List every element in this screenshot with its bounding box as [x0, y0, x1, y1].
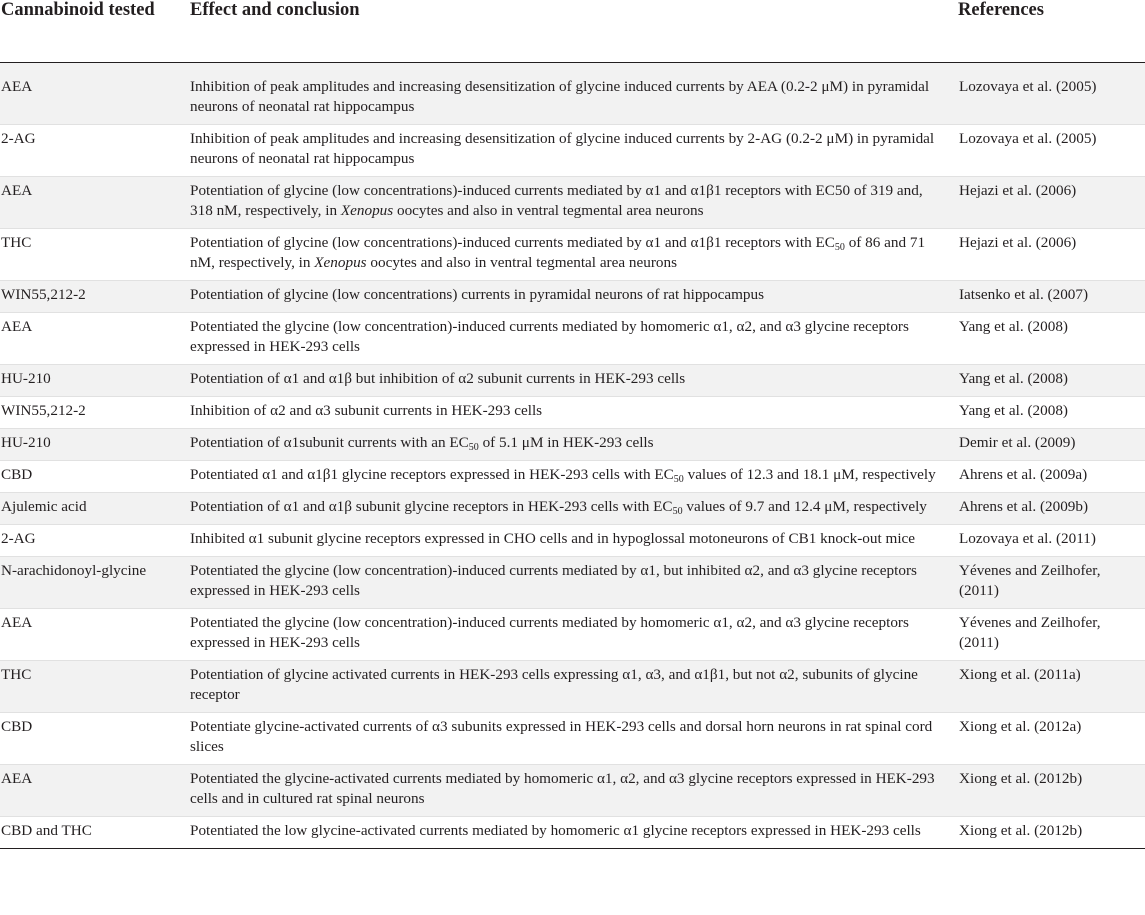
- subscript: 50: [673, 474, 684, 485]
- cell-reference: Xiong et al. (2012b): [958, 765, 1145, 817]
- table-row: [0, 63, 1145, 125]
- cell-reference: Hejazi et al. (2006): [958, 229, 1145, 281]
- cell-reference: Ahrens et al. (2009b): [958, 493, 1145, 525]
- cell-reference: Lozovaya et al. (2011): [958, 525, 1145, 557]
- cell-effect: Potentiation of glycine (low concentrations) currents in pyramidal neurons of rat hippocampus: [189, 281, 958, 313]
- cell-effect: Potentiation of glycine (low concentrations)-induced currents mediated by α1 and α1β1 receptors with EC50 of 319 and, 318 nM, respectively, in Xenopus oocytes and also in ventral tegmental area neurons: [189, 177, 958, 229]
- cell-reference: Yévenes and Zeilhofer, (2011): [958, 609, 1145, 661]
- cell-effect: Inhibition of peak amplitudes and increasing desensitization of glycine induced currents by 2-AG (0.2-2 μM) in pyramidal neurons of neonatal rat hippocampus: [189, 125, 958, 177]
- table-row: [0, 281, 1145, 313]
- cell-effect: Potentiation of glycine activated currents in HEK-293 cells expressing α1, α3, and α1β1, but not α2, subunits of glycine receptor: [189, 661, 958, 713]
- italic-term: Xenopus: [314, 254, 367, 271]
- subscript: 50: [468, 442, 479, 453]
- cell-reference: Xiong et al. (2012a): [958, 713, 1145, 765]
- cell-effect: Potentiate glycine-activated currents of α3 subunits expressed in HEK-293 cells and dorsal horn neurons in rat spinal cord slices: [189, 713, 958, 765]
- cell-cannabinoid: THC: [0, 661, 189, 713]
- subscript: 50: [834, 242, 845, 253]
- cell-reference: Demir et al. (2009): [958, 429, 1145, 461]
- subscript: 50: [672, 506, 683, 517]
- cell-effect: Inhibition of α2 and α3 subunit currents in HEK-293 cells: [189, 397, 958, 429]
- header-row: [0, 0, 1145, 63]
- cell-effect: Potentiation of α1subunit currents with an $EC_{50}$ of 5.1 μM in HEK-293 cells: [189, 429, 958, 461]
- cell-cannabinoid: 2-AG: [0, 525, 189, 557]
- table-row: [0, 713, 1145, 765]
- cell-cannabinoid: Ajulemic acid: [0, 493, 189, 525]
- table-body: [0, 63, 1145, 849]
- cell-cannabinoid: AEA: [0, 609, 189, 661]
- cell-effect: Potentiation of α1 and α1β subunit glycine receptors in HEK-293 cells with $EC_{50}$ values of 9.7 and 12.4 μM, respectively: [189, 493, 958, 525]
- cell-reference: Yang et al. (2008): [958, 365, 1145, 397]
- cell-cannabinoid: AEA: [0, 177, 189, 229]
- table-row: [0, 609, 1145, 661]
- cell-reference: Lozovaya et al. (2005): [958, 125, 1145, 177]
- cell-reference: Iatsenko et al. (2007): [958, 281, 1145, 313]
- table-row: [0, 765, 1145, 817]
- cell-effect: Potentiated the glycine (low concentration)-induced currents mediated by α1, but inhibited α2, and α3 glycine receptors expressed in HEK-293 cells: [189, 557, 958, 609]
- cell-cannabinoid: AEA: [0, 765, 189, 817]
- table-row: [0, 461, 1145, 493]
- table-row: [0, 125, 1145, 177]
- cell-effect: Inhibited α1 subunit glycine receptors expressed in CHO cells and in hypoglossal motoneurons of CB1 knock-out mice: [189, 525, 958, 557]
- cell-effect: Potentiation of glycine (low concentrations)-induced currents mediated by α1 and α1β1 receptors with $EC_{50}$ of 86 and 71 nM, respectively, in Xenopus oocytes and also in ventral tegmental area neurons: [189, 229, 958, 281]
- cell-cannabinoid: HU-210: [0, 429, 189, 461]
- cell-reference: Yévenes and Zeilhofer, (2011): [958, 557, 1145, 609]
- cell-effect: Potentiated α1 and α1β1 glycine receptors expressed in HEK-293 cells with $EC_{50}$ values of 12.3 and 18.1 μM, respectively: [189, 461, 958, 493]
- cell-effect: Inhibition of peak amplitudes and increasing desensitization of glycine induced currents by AEA (0.2-2 μM) in pyramidal neurons of neonatal rat hippocampus: [189, 63, 958, 125]
- header-effect: Effect and conclusion: [189, 0, 958, 63]
- table-row: [0, 397, 1145, 429]
- cell-effect: Potentiated the glycine-activated currents mediated by homomeric α1, α2, and α3 glycine receptors expressed in HEK-293 cells and in cultured rat spinal neurons: [189, 765, 958, 817]
- cell-reference: Xiong et al. (2011a): [958, 661, 1145, 713]
- table-row: [0, 365, 1145, 397]
- cell-cannabinoid: AEA: [0, 63, 189, 125]
- cell-cannabinoid: AEA: [0, 313, 189, 365]
- header-cannabinoid: Cannabinoid tested: [0, 0, 189, 63]
- table-row: [0, 817, 1145, 849]
- cell-effect: Potentiated the low glycine-activated currents mediated by homomeric α1 glycine receptors expressed in HEK-293 cells: [189, 817, 958, 849]
- table-row: [0, 493, 1145, 525]
- table-row: [0, 313, 1145, 365]
- italic-term: Xenopus: [340, 202, 394, 219]
- table-row: [0, 525, 1145, 557]
- cell-reference: Hejazi et al. (2006): [958, 177, 1145, 229]
- cell-cannabinoid: THC: [0, 229, 189, 281]
- cell-cannabinoid: 2-AG: [0, 125, 189, 177]
- header-references: References: [958, 0, 1145, 63]
- cell-cannabinoid: HU-210: [0, 365, 189, 397]
- cell-reference: Xiong et al. (2012b): [958, 817, 1145, 849]
- table-row: [0, 661, 1145, 713]
- cell-cannabinoid: WIN55,212-2: [0, 397, 189, 429]
- cell-effect: Potentiated the glycine (low concentration)-induced currents mediated by homomeric α1, α2, and α3 glycine receptors expressed in HEK-293 cells: [189, 313, 958, 365]
- cell-cannabinoid: N-arachidonoyl-glycine: [0, 557, 189, 609]
- table-row: [0, 557, 1145, 609]
- cell-effect: Potentiated the glycine (low concentration)-induced currents mediated by homomeric α1, α2, and α3 glycine receptors expressed in HEK-293 cells: [189, 609, 958, 661]
- cell-cannabinoid: WIN55,212-2: [0, 281, 189, 313]
- table-row: [0, 177, 1145, 229]
- table-row: [0, 229, 1145, 281]
- cell-cannabinoid: CBD: [0, 461, 189, 493]
- cell-effect: Potentiation of α1 and α1β but inhibition of α2 subunit currents in HEK-293 cells: [189, 365, 958, 397]
- table-row: [0, 429, 1145, 461]
- cell-reference: Yang et al. (2008): [958, 313, 1145, 365]
- cell-reference: Yang et al. (2008): [958, 397, 1145, 429]
- cell-cannabinoid: CBD and THC: [0, 817, 189, 849]
- cell-reference: Ahrens et al. (2009a): [958, 461, 1145, 493]
- cell-cannabinoid: CBD: [0, 713, 189, 765]
- cell-reference: Lozovaya et al. (2005): [958, 63, 1145, 125]
- table-header: [0, 0, 1145, 63]
